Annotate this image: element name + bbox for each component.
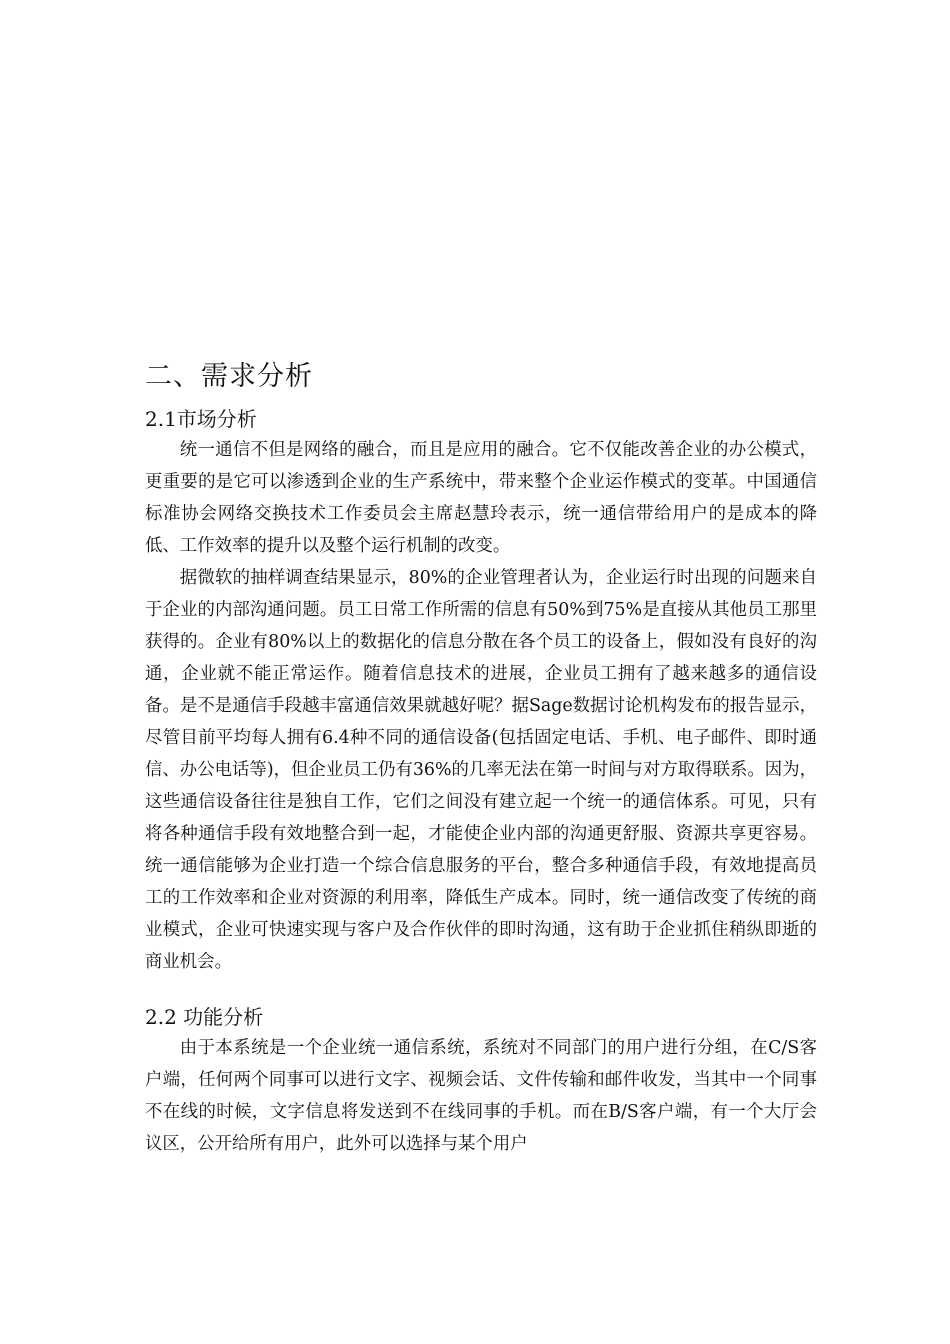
- paragraph-microsoft-survey: 据微软的抽样调查结果显示，80%的企业管理者认为，企业运行时出现的问题来自于企业的内部沟通问题。员工日常工作所需的信息有50%到75%是直接从其他员工那里获得的。企业有80%以上的数据化的信息分散在各个员工的设备上，假如没有良好的沟通，企业就不能正常运作。随着信息技术的进展，企业员工拥有了越来越多的通信设备。是不是通信手段越丰富通信效果就越好呢？据Sage数据讨论机构发布的报告显示，尽管目前平均每人拥有6.4种不同的通信设备(包括固定电话、手机、电子邮件、即时通信、办公电话等)，但企业员工仍有36%的几率无法在第一时间与对方取得联系。因为，这些通信设备往往是独自工作，它们之间没有建立起一个统一的通信体系。可见，只有将各种通信手段有效地整合到一起，才能使企业内部的沟通更舒服、资源共享更容易。统一通信能够为企业打造一个综合信息服务的平台，整合多种通信手段，有效地提高员工的工作效率和企业对资源的利用率，降低生产成本。同时，统一通信改变了传统的商业模式，企业可快速实现与客户及合作伙伴的即时沟通，这有助于企业抓住稍纵即逝的商业机会。: [145, 568, 817, 972]
- chapter-title: 二、需求分析: [145, 361, 313, 392]
- paragraph-unified-communication: 统一通信不但是网络的融合，而且是应用的融合。它不仅能改善企业的办公模式，更重要的是它可以渗透到企业的生产系统中，带来整个企业运作模式的变革。中国通信标准协会网络交换技术工作委员会主席赵慧玲表示，统一通信带给用户的是成本的降低、工作效率的提升以及整个运行机制的改变。: [145, 440, 817, 556]
- paragraph-system-functions: 由于本系统是一个企业统一通信系统，系统对不同部门的用户进行分组，在C/S客户端，任何两个同事可以进行文字、视频会话、文件传输和邮件收发，当其中一个同事不在线的时候，文字信息将发送到不在线同事的手机。而在B/S客户端，有一个大厅会议区，公开给所有用户，此外可以选择与某个用户: [145, 1038, 817, 1154]
- section-title-market-analysis: 2.1市场分析: [145, 407, 257, 431]
- section-title-function-analysis: 2.2 功能分析: [145, 1005, 264, 1029]
- document-body: [145, 356, 817, 1160]
